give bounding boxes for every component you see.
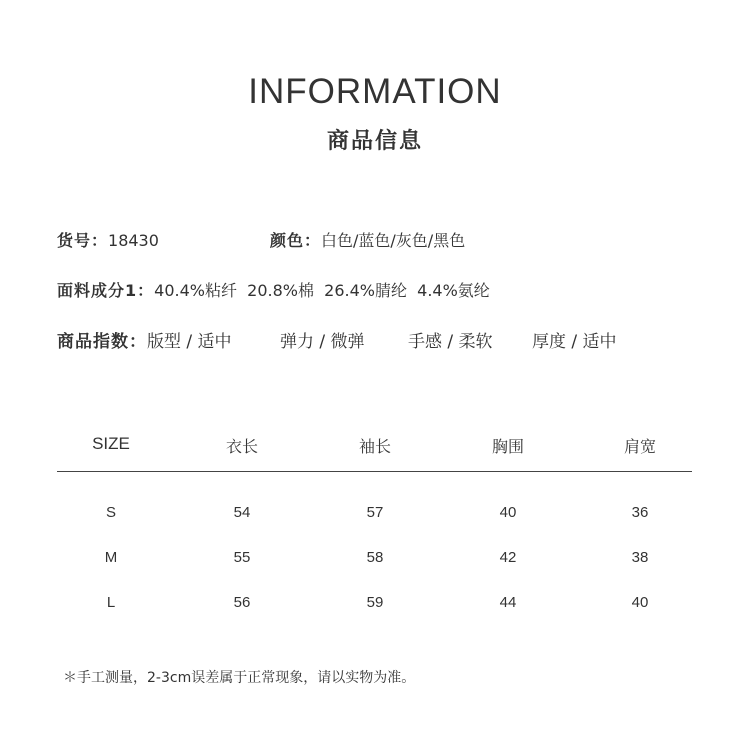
table-header-size: SIZE (92, 434, 130, 453)
table-cell: 44 (499, 594, 517, 611)
table-header-chest: 胸围 (491, 437, 524, 456)
index-feel: 手感 / 柔软 (408, 332, 493, 352)
table-cell: 36 (631, 504, 649, 521)
item-number-label: 货号： (57, 231, 109, 250)
table-cell: S (105, 504, 116, 521)
table-cell: 55 (233, 549, 251, 566)
color-label: 颜色： (270, 231, 322, 250)
item-number-line (57, 228, 159, 251)
item-number-value: 18430 (108, 231, 159, 250)
measurement-note: ＊手工测量，2-3cm误差属于正常现象，请以实物为准。 (63, 670, 416, 686)
table-cell: 54 (233, 504, 251, 521)
table-cell: 40 (499, 504, 517, 521)
table-header-length: 衣长 (225, 437, 258, 456)
table-header-sleeve: 袖长 (358, 437, 391, 456)
table-divider (57, 471, 692, 472)
index-thickness: 厚度 / 适中 (532, 332, 617, 352)
size-table (57, 430, 692, 630)
color-line (270, 228, 465, 251)
table-cell: 38 (631, 549, 649, 566)
table-cell: 40 (631, 594, 649, 611)
table-cell: 58 (366, 549, 384, 566)
table-cell: M (104, 549, 118, 566)
index-elasticity: 弹力 / 微弹 (280, 332, 365, 352)
index-line (57, 327, 232, 352)
table-cell: 56 (233, 594, 251, 611)
color-value: 白色/蓝色/灰色/黑色 (321, 231, 466, 250)
table-cell: 59 (366, 594, 384, 611)
material-value: 40.4%粘纤 20.8%棉 26.4%腈纶 4.4%氨纶 (154, 281, 490, 300)
material-line (57, 278, 490, 301)
material-label: 面料成分1： (57, 281, 155, 300)
index-label: 商品指数： (57, 332, 147, 352)
page-title: INFORMATION (248, 72, 502, 111)
table-cell: 57 (366, 504, 384, 521)
page-subtitle: 商品信息 (326, 129, 423, 154)
index-fit: 版型 / 适中 (147, 332, 232, 352)
table-cell: L (106, 594, 116, 611)
table-header-shoulder: 肩宽 (623, 437, 656, 456)
table-cell: 42 (499, 549, 517, 566)
